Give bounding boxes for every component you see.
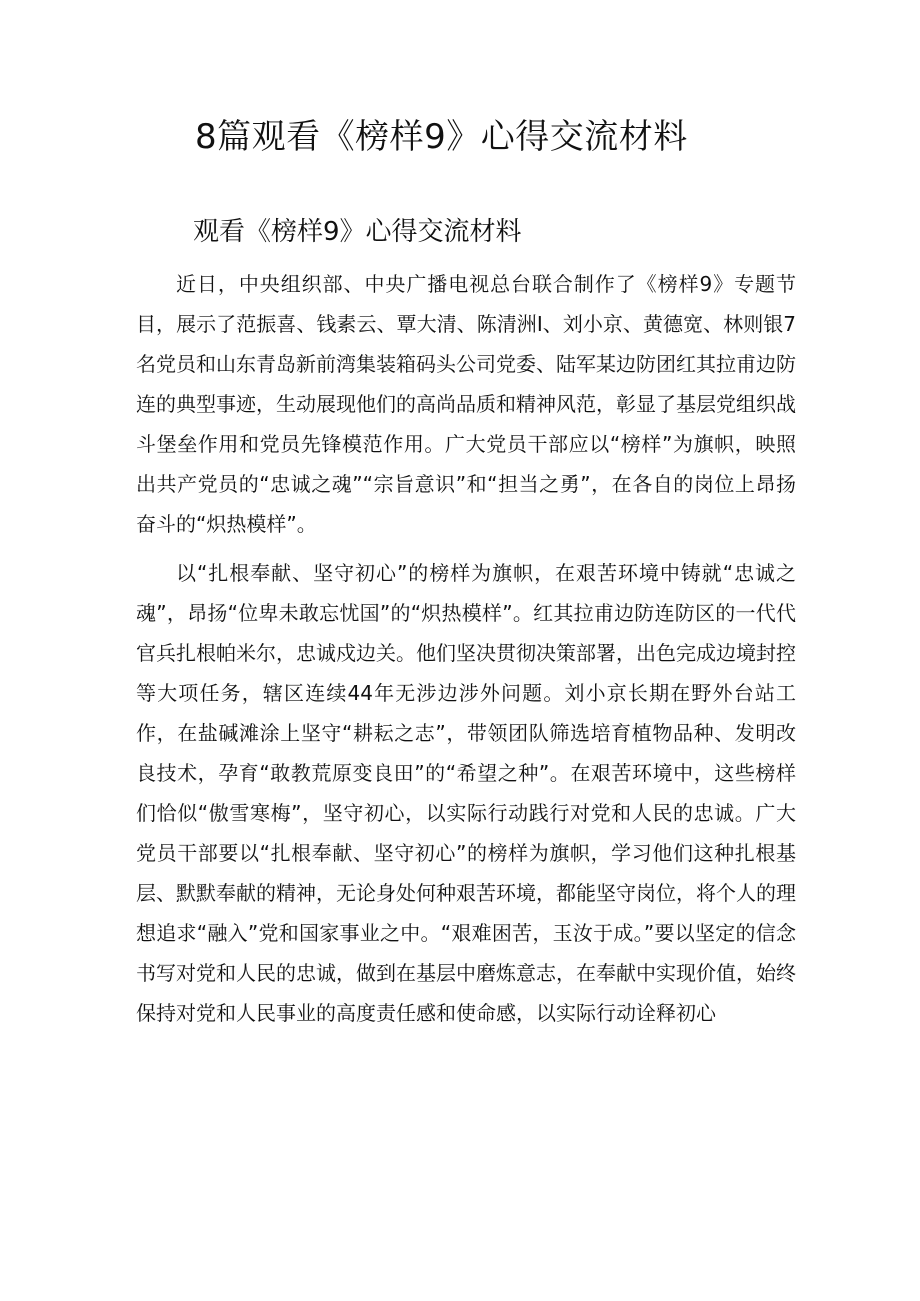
document-title: 8篇观看《榜样9》心得交流材料 [195,117,688,157]
paragraph-1: 近日，中央组织部、中央广播电视总台联合制作了《榜样9》专题节目，展示了范振喜、钱素云、覃大清、陈清洲I、刘小京、黄德宽、林则银7名党员和山东青岛新前湾集装箱码头公司党委、陆军某边防团红其拉甫边防连的典型事迹，生动展现他们的高尚品质和精神风范，彰显了基层党组织战斗堡垒作用和党员先锋模范作用。广大党员干部应以“榜样”为旗帜，映照出共产党员的“忠诚之魂”“宗旨意识”和“担当之勇”，在各自的岗位上昂扬奋斗的“炽热模样”。 [136,272,796,536]
article-subtitle: 观看《榜样9》心得交流材料 [193,217,522,247]
article-body [136,264,796,1033]
paragraph-2: 以“扎根奉献、坚守初心”的榜样为旗帜，在艰苦环境中铸就“忠诚之魂”，昂扬“位卑未敢忘忧国”的“炽热模样”。红其拉甫边防连防区的一代代官兵扎根帕米尔，忠诚戍边关。他们坚决贯彻决策部署，出色完成边境封控等大项任务，辖区连续44年无涉边涉外问题。刘小京长期在野外台站工作，在盐碱滩涂上坚守“耕耘之志”，带领团队筛选培育植物品种、发明改良技术，孕育“敢教荒原变良田”的“希望之种”。在艰苦环境中，这些榜样们恰似“傲雪寒梅”，坚守初心，以实际行动践行对党和人民的忠诚。广大党员干部要以“扎根奉献、坚守初心”的榜样为旗帜，学习他们这种扎根基层、默默奉献的精神，无论身处何种艰苦环境，都能坚守岗位，将个人的理想追求“融入”党和国家事业之中。“艰难困苦，玉汝于成。”要以坚定的信念书写对党和人民的忠诚，做到在基层中磨炼意志，在奉献中实现价值，始终保持对党和人民事业的高度责任感和使命感，以实际行动诠释初心 [136,561,796,1025]
